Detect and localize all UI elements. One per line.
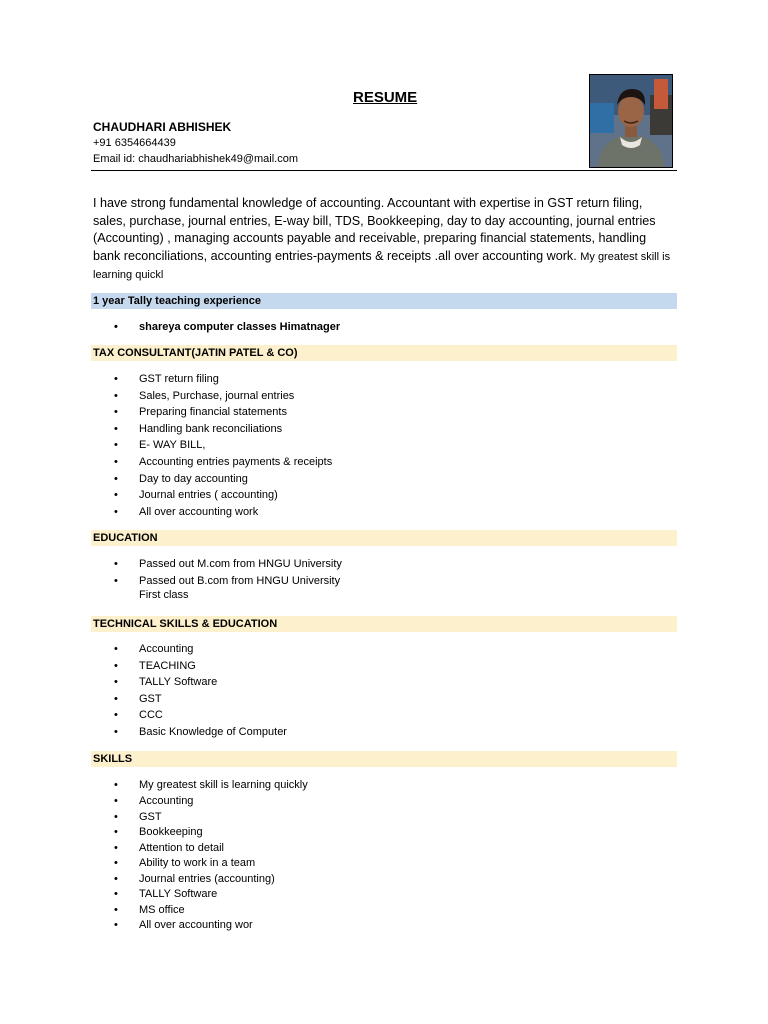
section-heading-education: EDUCATION <box>91 530 677 546</box>
technical-skills-list <box>93 641 287 741</box>
list-item: • shareya computer classes Himatnager <box>93 319 340 336</box>
list-item: • Journal entries ( accounting) <box>93 487 332 504</box>
skills-list <box>93 777 308 933</box>
list-item: • All over accounting wor <box>93 917 308 933</box>
summary-tail: My greatest skill is learning quickl <box>93 250 671 281</box>
list-item: • My greatest skill is learning quickly <box>93 777 308 793</box>
summary-text: I have strong fundamental knowledge of accounting. Accountant with expertise in GST return filing, sales, purchase, journal entries, E-way bill, TDS, Bookkeeping, day to day accounting, journal entries (Accounting) , managing accounts payable and receivable, preparing financial statements, handling bank reconciliations, accounting entries-payments & receipts .all over accounting work. <box>93 196 656 263</box>
list-item: • Accounting <box>93 641 287 658</box>
phone-number: +91 6354664439 <box>93 137 176 149</box>
list-item: • GST <box>93 809 308 825</box>
list-item: • Attention to detail <box>93 840 308 856</box>
list-item: • Passed out M.com from HNGU University <box>93 556 342 573</box>
list-item: • CCC <box>93 707 287 724</box>
list-item: • Passed out B.com from HNGU University <box>93 573 342 590</box>
education-list <box>93 556 342 589</box>
list-item: • MS office <box>93 902 308 918</box>
document-title: RESUME <box>353 89 418 106</box>
list-item: • Journal entries (accounting) <box>93 871 308 887</box>
profile-photo <box>589 74 673 168</box>
list-item: • E- WAY BILL, <box>93 437 332 454</box>
list-item: • GST <box>93 691 287 708</box>
header-divider <box>91 170 677 171</box>
candidate-name: CHAUDHARI ABHISHEK <box>93 120 232 134</box>
list-item: • Basic Knowledge of Computer <box>93 724 287 741</box>
tax-consultant-list <box>93 371 332 520</box>
profile-summary <box>93 195 673 285</box>
section-heading-technical-skills: TECHNICAL SKILLS & EDUCATION <box>91 616 677 632</box>
list-item: • Accounting entries payments & receipts <box>93 454 332 471</box>
list-item: • Handling bank reconciliations <box>93 421 332 438</box>
teaching-list <box>93 319 340 336</box>
email-address: Email id: chaudhariabhishek49@mail.com <box>93 153 298 165</box>
education-grade: First class <box>139 589 189 601</box>
section-heading-tax-consultant: TAX CONSULTANT(JATIN PATEL & CO) <box>91 345 677 361</box>
section-heading-teaching: 1 year Tally teaching experience <box>91 293 677 309</box>
section-heading-skills: SKILLS <box>91 751 677 767</box>
list-item: • TALLY Software <box>93 886 308 902</box>
list-item: • Day to day accounting <box>93 471 332 488</box>
list-item: • GST return filing <box>93 371 332 388</box>
list-item: • Preparing financial statements <box>93 404 332 421</box>
list-item: • Bookkeeping <box>93 824 308 840</box>
list-item: • Accounting <box>93 793 308 809</box>
list-item: • Ability to work in a team <box>93 855 308 871</box>
list-item: • TALLY Software <box>93 674 287 691</box>
list-item: • Sales, Purchase, journal entries <box>93 388 332 405</box>
list-item: • TEACHING <box>93 658 287 675</box>
list-item: • All over accounting work <box>93 504 332 521</box>
